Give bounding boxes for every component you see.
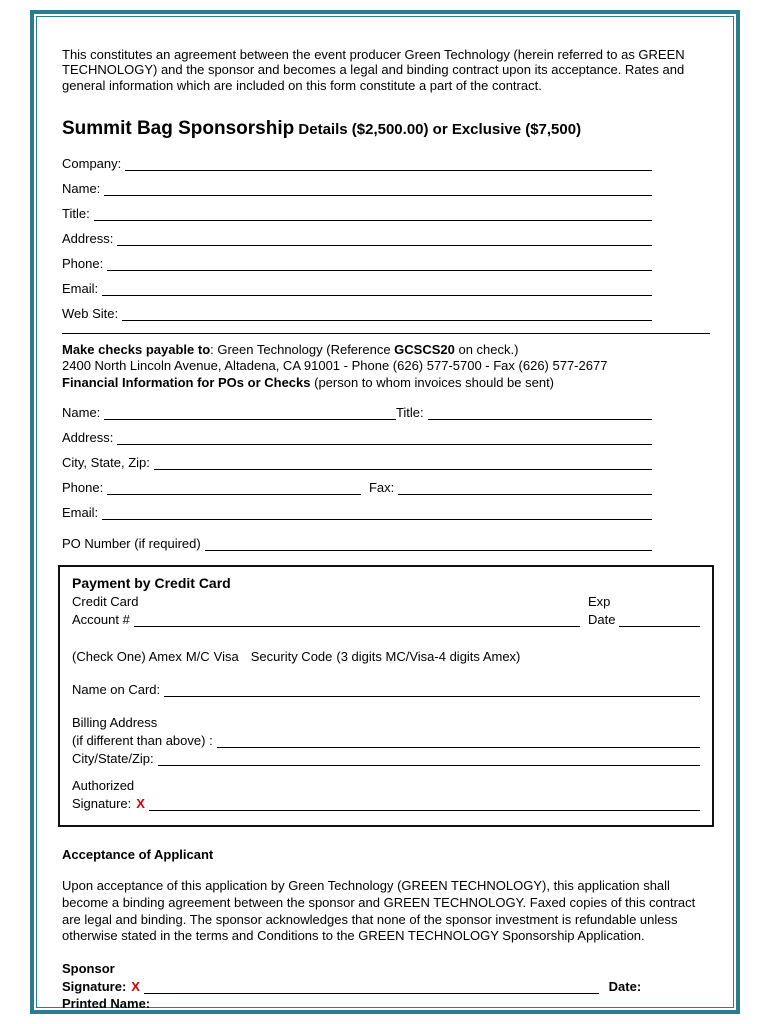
financial-city-input-line[interactable] [154,467,652,470]
financial-address-row [62,430,652,445]
contact-phone-row [62,256,652,271]
contact-email-input-line[interactable] [102,293,652,296]
financial-section [62,405,710,551]
exp-date-label: Date [588,612,616,628]
company-row [62,156,652,171]
acceptance-paragraph: Upon acceptance of this application by Green Technology (GREEN TECHNOLOGY), this application shall become a binding agreement between the sponsor and GREEN TECHNOLOGY. Faxed copies of this contract are legal and binding. The sponsor acknowledges that none of the sponsor investment is refundable unless otherwise stated in the terms and Conditions to the GREEN TECHNOLOGY Sponsorship Application. [62,878,696,944]
make-checks-line [62,342,710,359]
financial-fax-label: Fax: [368,480,395,496]
sponsor-signature-x-mark: X [131,978,140,994]
acceptance-heading: Acceptance of Applicant [62,847,214,863]
document-page [36,16,734,1011]
billing-city-row [72,751,700,766]
account-date-row [72,612,700,627]
financial-email-row [62,505,652,520]
contact-phone-label: Phone: [62,255,104,271]
sponsor-signature-input-line[interactable] [144,991,599,994]
exp-label: Exp [588,594,611,610]
financial-info-bold: Financial Information for POs or Checks [62,374,311,390]
contact-section [62,156,710,321]
printed-name-row [62,996,710,1011]
card-signature-row [72,796,700,811]
po-number-input-line[interactable] [205,548,652,551]
financial-email-input-line[interactable] [102,517,652,520]
contact-address-input-line[interactable] [117,243,652,246]
authorized-row [72,778,700,793]
contact-title-label: Title: [62,205,90,221]
visa-label: Visa [213,649,239,665]
intro-paragraph: This constitutes an agreement between the event producer Green Technology (herein referred to as GREEN TECHNOLOGY) and the sponsor and becomes a legal and binding contract upon its acceptance. Rates and general information which are included on this form constitute a part of the contract. [62,47,685,93]
form-title [62,105,710,142]
page-border-frame [30,10,740,1014]
contact-name-label: Name: [62,180,101,196]
card-type-row [72,649,700,664]
authorized-label: Authorized [72,778,135,794]
form-title-pricing: Details ($2,500.00) or Exclusive ($7,500) [294,120,582,138]
website-input-line[interactable] [122,318,652,321]
mc-label: M/C [185,649,210,665]
section-divider [62,333,710,334]
financial-title-input-line[interactable] [428,417,652,420]
financial-city-label: City, State, Zip: [62,455,150,471]
financial-city-row [62,455,652,470]
contact-email-row [62,281,652,296]
credit-card-label: Credit Card [72,594,139,610]
financial-address-input-line[interactable] [117,442,652,445]
billing-address-label: Billing Address [72,715,158,731]
company-label: Company: [62,155,122,171]
credit-card-box [58,565,714,827]
financial-info-line [62,375,710,392]
account-number-label: Account # [72,612,130,628]
billing-address-heading-row [72,715,700,730]
printed-name-label: Printed Name: [62,995,151,1011]
financial-info-rest: (person to whom invoices should be sent) [310,374,555,390]
company-address-line: 2400 North Lincoln Avenue, Altadena, CA 91001 - Phone (626) 577-5700 - Fax (626) 577-2677 [62,358,608,374]
financial-phone-fax-row [62,480,652,495]
form-title-main: Summit Bag Sponsorship [62,117,295,139]
contact-name-row [62,181,652,196]
name-on-card-label: Name on Card: [72,682,161,698]
sponsor-signature-label: Signature: [62,978,127,994]
website-label: Web Site: [62,305,119,321]
financial-phone-label: Phone: [62,480,104,496]
billing-city-input-line[interactable] [158,763,700,766]
contact-email-label: Email: [62,280,99,296]
sponsor-signature-row [62,979,645,994]
billing-address-row [72,733,700,748]
financial-title-label: Title: [395,405,424,421]
make-checks-bold: Make checks payable to [62,341,211,357]
digits-note: (3 digits MC/Visa-4 digits Amex) [336,649,521,665]
account-number-input-line[interactable] [134,624,580,627]
checks-info-section [62,342,710,392]
company-input-line[interactable] [125,168,652,171]
card-signature-input-line[interactable] [149,808,700,811]
billing-city-label: City/State/Zip: [72,751,154,767]
sponsor-heading: Sponsor [62,960,115,976]
name-on-card-row [72,682,700,697]
credit-card-exp-row [72,594,700,609]
card-signature-x-mark: X [136,796,145,812]
financial-email-label: Email: [62,505,99,521]
contact-phone-input-line[interactable] [107,268,652,271]
contact-title-row [62,206,652,221]
financial-name-title-row [62,405,652,420]
po-number-row [62,536,652,551]
financial-name-input-line[interactable] [104,417,396,420]
credit-card-box-title: Payment by Credit Card [72,575,231,592]
if-different-label: (if different than above) : [72,733,213,749]
contact-name-input-line[interactable] [104,193,652,196]
name-on-card-input-line[interactable] [164,694,700,697]
financial-address-label: Address: [62,430,114,446]
billing-address-input-line[interactable] [217,745,700,748]
financial-phone-input-line[interactable] [107,492,361,495]
reference-code: GCSCS20 [394,341,455,357]
card-signature-label: Signature: [72,796,132,812]
check-one-amex-label: (Check One) Amex [72,649,182,665]
make-checks-end: on check.) [454,341,519,357]
exp-date-input-line[interactable] [619,624,700,627]
contact-address-label: Address: [62,230,114,246]
po-number-label: PO Number (if required) [62,536,201,552]
make-checks-mid: : Green Technology (Reference [210,341,395,357]
contact-title-input-line[interactable] [94,218,652,221]
sponsor-date-label: Date: [608,978,642,994]
website-row [62,306,652,321]
security-code-label: Security Code [250,649,333,665]
financial-name-label: Name: [62,405,101,421]
contact-address-row [62,231,652,246]
financial-fax-input-line[interactable] [398,492,652,495]
